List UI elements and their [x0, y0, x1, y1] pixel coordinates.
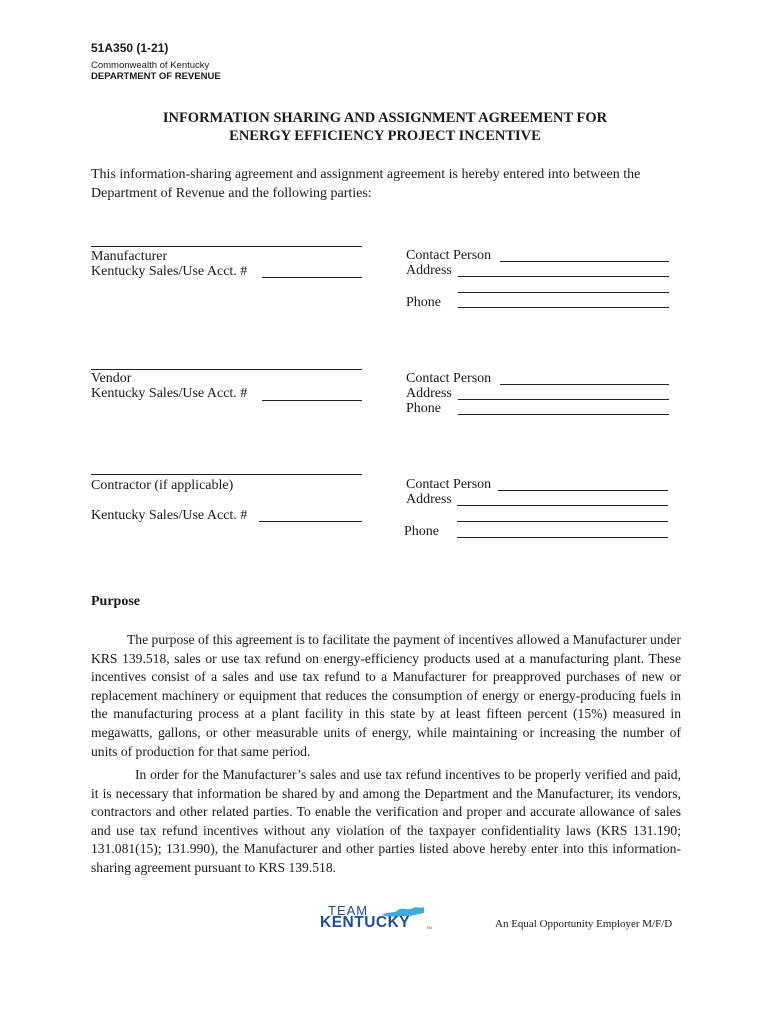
manufacturer-contact-field[interactable] [500, 261, 669, 262]
manufacturer-address-field[interactable] [458, 276, 669, 277]
purpose-paragraph-2-text: In order for the Manufacturer’s sales and use tax refund incentives to be properly verified and paid, it is necessary that information be shared by and among the Department and the Manufacturer, its vendors, contractors and other related parties. To enable the verification and proper and accurate allowance of sales and use tax refund incentives without any violation of the taxpayer confidentiality laws (KRS 131.190; 131.081(15); 131.990), the Manufacturer and other parties listed above hereby enter into this information-sharing agreement pursuant to KRS 139.518. [91, 767, 681, 875]
vendor-contact-field[interactable] [500, 384, 669, 385]
intro-paragraph: This information-sharing agreement and assignment agreement is hereby entered into between the Department of Revenue and the following parties: [91, 167, 641, 201]
contractor-address-label: Address [406, 492, 452, 507]
manufacturer-address-label: Address [406, 263, 452, 278]
logo-trademark: TM [426, 925, 432, 930]
contractor-phone-label: Phone [404, 524, 439, 539]
document-title-line-1: INFORMATION SHARING AND ASSIGNMENT AGREEMENT FOR [162, 110, 608, 126]
manufacturer-acct-label: Kentucky Sales/Use Acct. # [91, 264, 248, 279]
vendor-name-field[interactable] [91, 369, 362, 370]
form-number: 51A350 (1-21) [91, 41, 169, 55]
contractor-contact-field[interactable] [498, 490, 668, 491]
contractor-acct-label: Kentucky Sales/Use Acct. # [91, 508, 248, 523]
contractor-acct-field[interactable] [259, 521, 362, 522]
manufacturer-contact-label: Contact Person [406, 248, 492, 263]
contractor-address-field-2[interactable] [457, 521, 668, 522]
department-label: DEPARTMENT OF REVENUE [91, 71, 221, 82]
purpose-paragraph-1 [91, 631, 681, 761]
contractor-phone-field[interactable] [457, 537, 668, 538]
purpose-heading: Purpose [91, 594, 140, 609]
manufacturer-address-field-2[interactable] [458, 292, 669, 293]
vendor-contact-label: Contact Person [406, 371, 492, 386]
manufacturer-label: Manufacturer [91, 249, 168, 264]
logo-kentucky-text: KENTUCKY [320, 914, 411, 931]
manufacturer-phone-label: Phone [406, 295, 441, 310]
manufacturer-phone-field[interactable] [458, 307, 669, 308]
manufacturer-acct-field[interactable] [262, 277, 362, 278]
manufacturer-name-field[interactable] [91, 246, 362, 247]
contractor-label: Contractor (if applicable) [91, 478, 234, 493]
vendor-label: Vendor [91, 371, 132, 386]
vendor-address-label: Address [406, 386, 452, 401]
team-kentucky-logo [318, 903, 433, 933]
vendor-phone-field[interactable] [458, 414, 669, 415]
vendor-phone-label: Phone [406, 401, 441, 416]
contractor-contact-label: Contact Person [406, 477, 492, 492]
purpose-paragraph-2 [91, 766, 681, 878]
vendor-acct-label: Kentucky Sales/Use Acct. # [91, 386, 248, 401]
commonwealth-label: Commonwealth of Kentucky [91, 60, 210, 71]
vendor-address-field[interactable] [458, 399, 669, 400]
document-title-line-2: ENERGY EFFICIENCY PROJECT INCENTIVE [229, 128, 541, 144]
vendor-acct-field[interactable] [262, 400, 362, 401]
logo-team-text: TEAM [328, 903, 369, 918]
contractor-address-field[interactable] [457, 505, 668, 506]
equal-opportunity-statement: An Equal Opportunity Employer M/F/D [495, 918, 673, 930]
purpose-paragraph-1-text: The purpose of this agreement is to facilitate the payment of incentives allowed a Manufacturer under KRS 139.518, sales or use tax refund on energy-efficiency products used at a manufacturing plant. These incentives consist of a sales and use tax refund to a Manufacturer for preapproved purchases of new or replacement machinery or equipment that reduces the consumption of energy or energy-producing fuels in the manufacturing process at a plant facility in this state by at least fifteen percent (15%) measured in megawatts, gallons, or other measurable units of energy, while maintaining or increasing the number of units of production for that same period. [91, 632, 681, 759]
contractor-name-field[interactable] [91, 474, 362, 475]
